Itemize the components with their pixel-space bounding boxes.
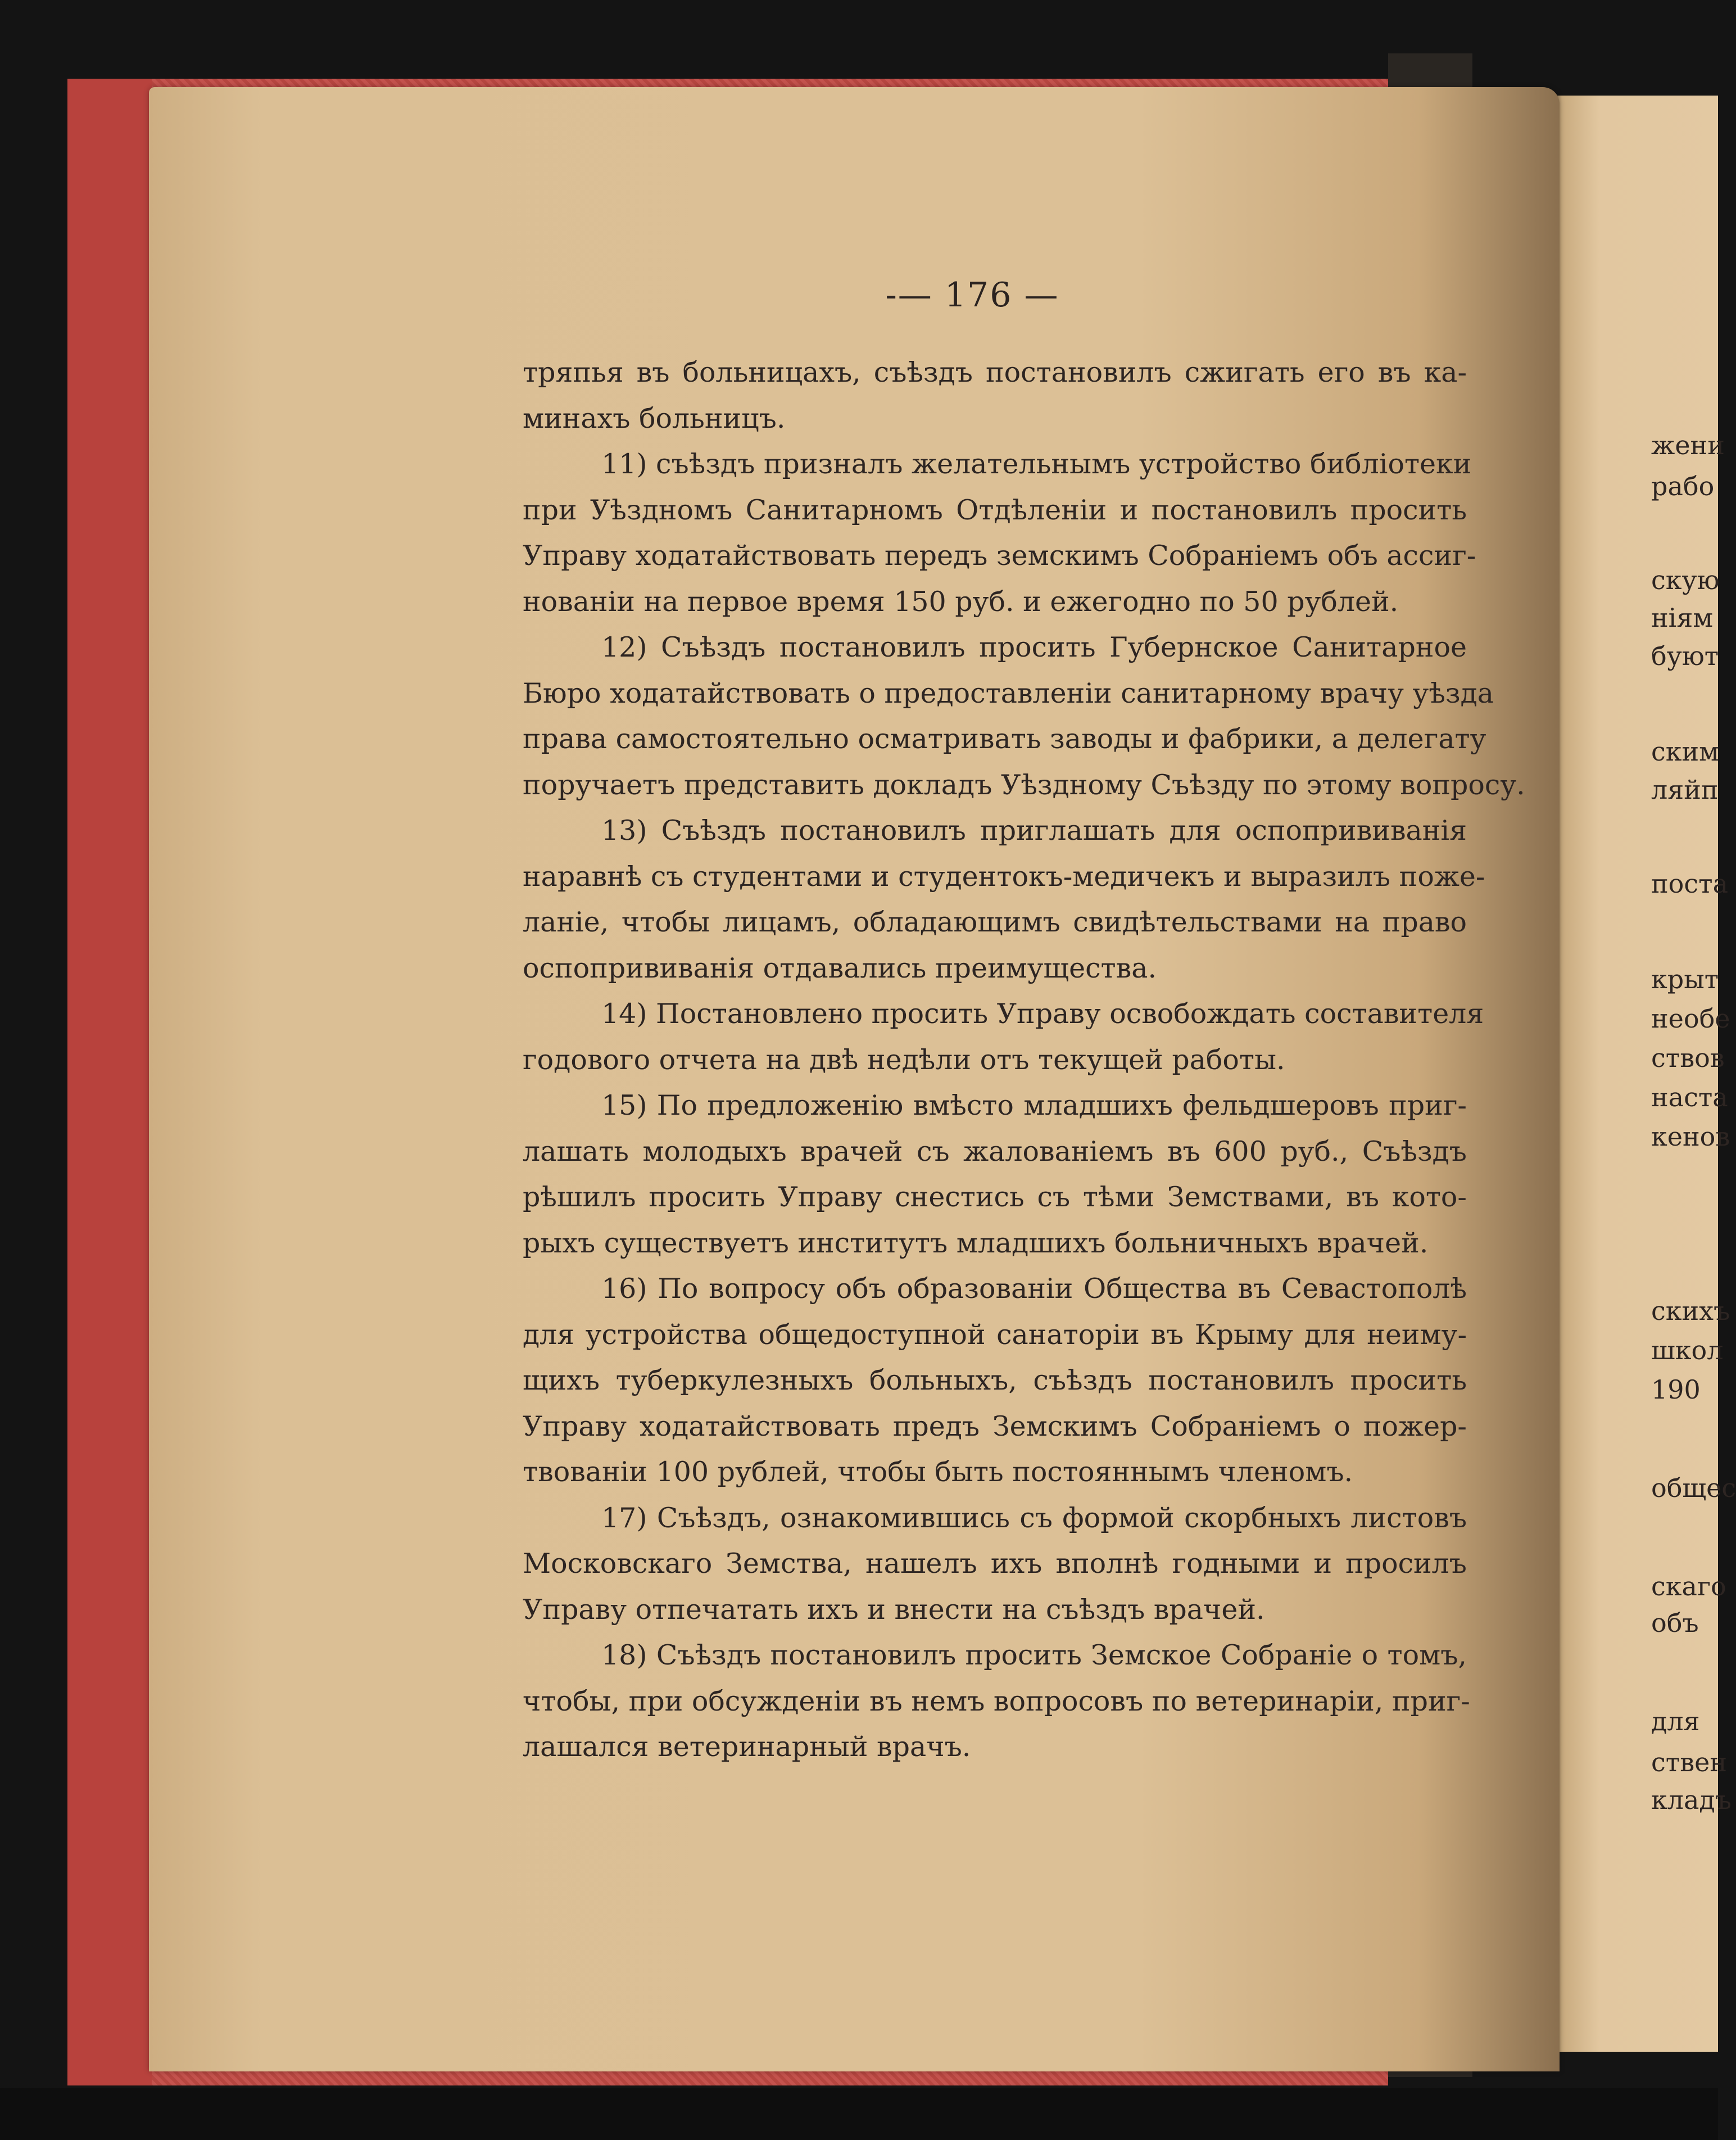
text-line: 13) Съѣздъ постановилъ приглашать для оспопрививанія (601, 815, 1467, 847)
text-line: 14) Постановлено просить Управу освобождать составителя (601, 998, 1484, 1030)
adjacent-page (1548, 96, 1736, 2052)
cover-edge (67, 79, 152, 2085)
adjacent-page-fragment: кладъ (1651, 1785, 1732, 1815)
adjacent-page-fragment: школ (1651, 1335, 1724, 1365)
text-line: 17) Съѣздъ, ознакомившись съ формой скорбныхъ листовъ (601, 1501, 1467, 1534)
text-line: для устройства общедоступной санаторіи въ Крыму для неиму- (523, 1318, 1467, 1351)
text-line: Управу отпечатать ихъ и внести на съѣздъ врачей. (523, 1593, 1265, 1626)
text-line: 11) съѣздъ призналъ желательнымъ устройство библіотеки (601, 448, 1472, 480)
text-line: лашался ветеринарный врачъ. (523, 1731, 971, 1763)
adjacent-page-fragment: 190 (1651, 1374, 1701, 1405)
adjacent-page-fragment: ским (1651, 736, 1719, 767)
text-line: чтобы, при обсужденіи въ немъ вопросовъ по ветеринаріи, приг- (523, 1685, 1470, 1717)
adjacent-page-fragment: скую (1651, 565, 1720, 595)
page-number: -— 176 — (885, 275, 1059, 315)
text-line: оспопрививанія отдавались преимущества. (523, 952, 1157, 984)
adjacent-page-fragment: ствов (1651, 1043, 1725, 1073)
text-line: Управу ходатайствовать предъ Земскимъ Собраніемъ о пожер- (523, 1410, 1467, 1442)
text-line: Бюро ходатайствовать о предоставленіи санитарному врачу уѣзда (523, 677, 1494, 709)
text-line: рыхъ существуетъ институтъ младшихъ больничныхъ врачей. (523, 1227, 1429, 1259)
text-line: тряпья въ больницахъ, съѣздъ постановилъ сжигать его въ ка- (523, 356, 1467, 388)
text-line: лашать молодыхъ врачей съ жалованіемъ въ 600 руб., Съѣздъ (523, 1135, 1467, 1168)
adjacent-page-fragment: поста (1651, 868, 1728, 899)
adjacent-page-fragment: скихъ (1651, 1296, 1730, 1326)
adjacent-page-fragment: крыт (1651, 964, 1719, 994)
adjacent-page-fragment: кенов (1651, 1121, 1730, 1152)
text-line: ланіе, чтобы лицамъ, обладающимъ свидѣтельствами на право (523, 906, 1467, 938)
text-line: поручаетъ представить докладъ Уѣздному Съѣзду по этому вопросу. (523, 768, 1525, 801)
text-line: годового отчета на двѣ недѣли отъ текущей работы. (523, 1043, 1285, 1076)
page-body-text (523, 350, 1525, 1770)
adjacent-page-fragment: наста (1651, 1082, 1728, 1112)
adjacent-page-fragment: ляйп (1651, 775, 1719, 805)
text-line: 16) По вопросу объ образованіи Общества въ Севастополѣ (601, 1273, 1467, 1305)
text-line: 12) Съѣздъ постановилъ просить Губернское Санитарное (601, 631, 1467, 663)
adjacent-page-fragment: жени (1651, 430, 1725, 460)
adjacent-page-fragment: ніям (1651, 603, 1714, 633)
text-line: минахъ больницъ. (523, 402, 786, 435)
adjacent-page-fragment: необе (1651, 1003, 1730, 1034)
adjacent-page-fragment: ствен (1651, 1747, 1727, 1777)
text-line: при Уѣздномъ Санитарномъ Отдѣленіи и постановилъ просить (523, 494, 1467, 526)
scan-bottom-margin (0, 2088, 1718, 2140)
adjacent-page-fragment: общес (1651, 1473, 1736, 1503)
text-line: наравнѣ съ студентами и студентокъ-медичекъ и выразилъ поже- (523, 860, 1485, 893)
text-line: права самостоятельно осматривать заводы и фабрики, а делегату (523, 723, 1486, 755)
text-line: твованіи 100 рублей, чтобы быть постояннымъ членомъ. (523, 1456, 1353, 1488)
text-line: 18) Съѣздъ постановилъ просить Земское Собраніе о томъ, (601, 1639, 1467, 1671)
adjacent-page-fragment: рабо (1651, 471, 1715, 501)
adjacent-page-fragment: объ (1651, 1608, 1699, 1638)
adjacent-page-fragment: скаго (1651, 1571, 1726, 1601)
text-line: рѣшилъ просить Управу снестись съ тѣми Земствами, въ кото- (523, 1181, 1467, 1213)
text-line: нованіи на первое время 150 руб. и ежегодно по 50 рублей. (523, 585, 1399, 618)
text-line: Управу ходатайствовать передъ земскимъ Собраніемъ объ ассиг- (523, 540, 1476, 572)
text-line: 15) По предложенію вмѣсто младшихъ фельдшеровъ приг- (601, 1089, 1467, 1121)
adjacent-page-fragment: буют (1651, 641, 1719, 671)
text-line: щихъ туберкулезныхъ больныхъ, съѣздъ постановилъ просить (523, 1364, 1467, 1396)
text-line: Московскаго Земства, нашелъ ихъ вполнѣ годными и просилъ (523, 1548, 1467, 1580)
adjacent-page-fragment: для (1651, 1706, 1700, 1736)
